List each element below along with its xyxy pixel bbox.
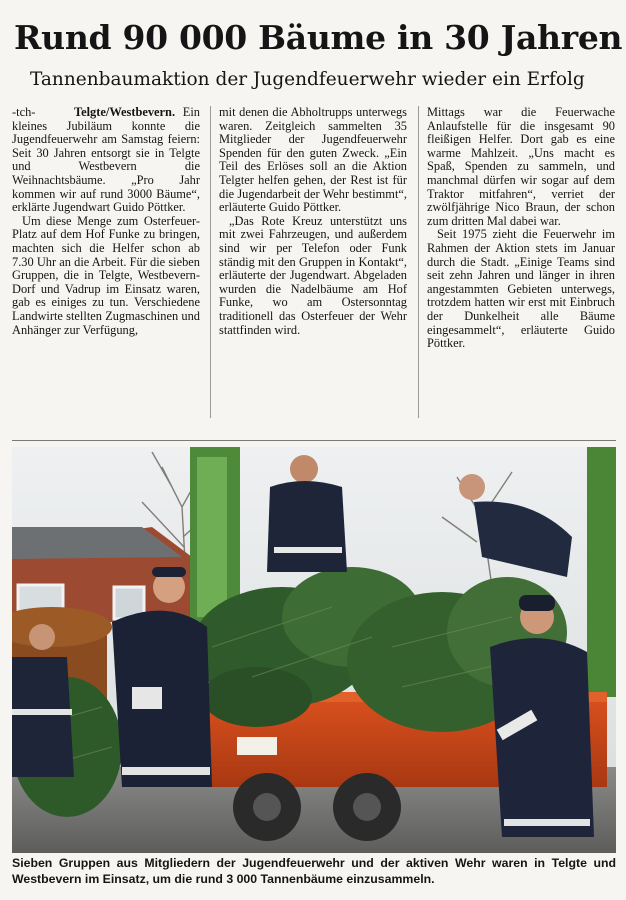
paragraph-1-text: Ein kleines Jubiläum konnte die Jugendfeuerwehr am Samstag feiern: Seit 30 Jahren entsorgt sie in Telgte und Westbevern die Weihnachtsbäume. „Pro Jahr kommen wir auf rund 3000 Bäume“, erklärte Jugendwart Guido Pöttker.: [12, 105, 200, 215]
paragraph-3: mit denen die Abholtrupps unterwegs waren. Zeitgleich sammelten 35 Mitglieder der Jugendfeuerwehr Spenden für den guten Zweck. „Ein Teil des Erlöses soll an die Aktion Telgter helfen gehen, der Rest ist für die Jugendarbeit der Wehr bestimmt“, erläuterte Guido Pöttker.: [219, 105, 407, 215]
column-rule-1: [210, 106, 211, 418]
article-column-2: [219, 106, 407, 337]
photo-caption: Sieben Gruppen aus Mitgliedern der Jugendfeuerwehr und der aktiven Wehr waren in Telgte und Westbevern im Einsatz, um die rund 3 000 Tannenbäume einzusammeln.: [12, 856, 616, 886]
paragraph-4: „Das Rote Kreuz unterstützt uns mit zwei Fahrzeugen, und außerdem sind wir per Telefon oder Funk ständig mit den Gruppen in Kontakt“, erläuterte der Jugendwart. Abgeladen wurden die Nadelbäume am Hof Funke, wo am Ostersonntag traditionell das Osterfeuer der Wehr stattfinden wird.: [219, 213, 407, 337]
subheadline: Tannenbaumaktion der Jugendfeuerwehr wieder ein Erfolg: [30, 69, 585, 90]
column-rule-2: [418, 106, 419, 418]
headline: Rund 90 000 Bäume in 30 Jahren: [14, 18, 623, 57]
photo-illustration: [12, 447, 616, 853]
article-column-1: [12, 106, 200, 337]
paragraph-1: [12, 106, 200, 215]
byline-location: Telgte/Westbevern.: [73, 105, 176, 119]
photo-divider: [12, 440, 616, 441]
news-photo: [12, 447, 616, 853]
paragraph-5: Mittags war die Feuerwache Anlaufstelle für die insgesamt 90 fleißigen Helfer. Dort gab es eine warme Mahlzeit. „Uns macht es Spaß, Spenden zu sammeln, und manchmal dürfen wir sogar auf dem Traktor mitfahren“, verriet der zwölfjährige Nico Braun, der schon zum dritten Mal dabei war.: [427, 105, 615, 228]
paragraph-6: Seit 1975 zieht die Feuerwehr im Rahmen der Aktion stets im Januar durch die Stadt. „Einige Teams sind seit zehn Jahren und länger in ihren angestammten Gebieten unterwegs, trotzdem hatten wir erst mit Einbruch der Dunkelheit alle Bäume eingesammelt“, erläuterte Guido Pöttker.: [427, 227, 615, 351]
paragraph-2: Um diese Menge zum Osterfeuer-Platz auf dem Hof Funke zu bringen, machten sich die Helfer schon ab 7.30 Uhr an die Arbeit. Für die sieben Gruppen, die in Telgte, Westbevern-Dorf und Vadrup im Einsatz waren, gab es einiges zu tun. Verschiedene Landwirte stellten Zugmaschinen und Anhänger zur Verfügung,: [12, 213, 200, 337]
byline-author: -tch-: [12, 105, 36, 119]
article-column-3: [427, 106, 615, 351]
